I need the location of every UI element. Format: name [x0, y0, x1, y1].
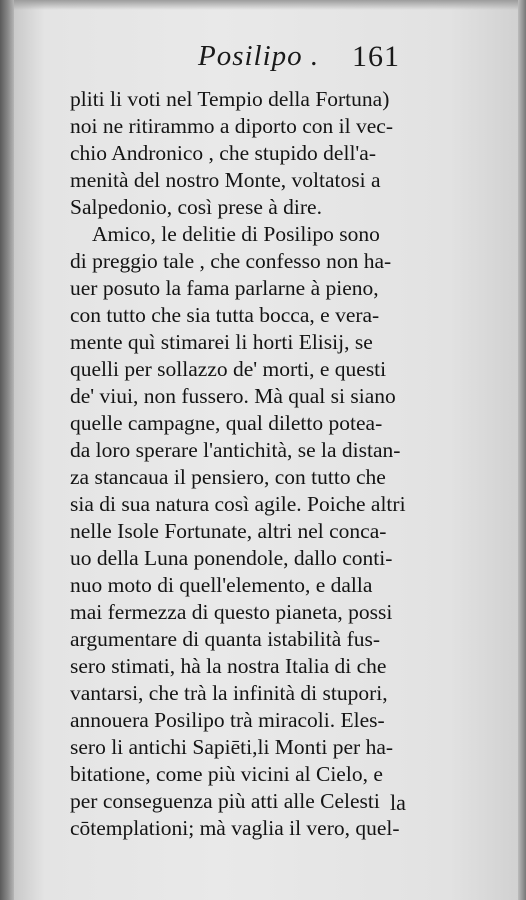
text-line: sero li antichi Sapiēti,li Monti per ha- [70, 735, 394, 759]
text-line: cōtemplationi; mà vaglia il vero, quel- [70, 816, 400, 840]
text-line: Salpedonio, così prese à dire. [70, 195, 322, 219]
text-line: uo della Luna ponendole, dallo conti- [70, 546, 393, 570]
book-gutter [0, 0, 14, 900]
text-line: sero stimati, hà la nostra Italia di che [70, 654, 387, 678]
text-line: de' viui, non fussero. Mà qual si siano [70, 384, 396, 408]
text-line: za stancaua il pensiero, con tutto che [70, 465, 386, 489]
text-line: menità del nostro Monte, voltatosi a [70, 168, 381, 192]
text-line: vantarsi, che trà la infinità di stupori, [70, 681, 388, 705]
text-line: mai fermezza di questo pianeta, possi [70, 600, 393, 624]
page-right-edge [518, 0, 526, 900]
body-text [70, 86, 442, 842]
text-line: con tutto che sia tutta bocca, e vera- [70, 303, 380, 327]
text-line: argumentare di quanta istabilità fus- [70, 627, 381, 651]
text-line: quelli per sollazzo de' morti, e questi [70, 357, 387, 381]
text-line: chio Andronico , che stupido dell'a- [70, 141, 376, 165]
text-line: sia di sua natura così agile. Poiche altri [70, 492, 406, 516]
page-number: 161 [352, 40, 400, 73]
text-line: nuo moto di quell'elemento, e dalla [70, 573, 373, 597]
text-line: uer posuto la fama parlarne à pieno, [70, 276, 379, 300]
text-line: nelle Isole Fortunate, altri nel conca- [70, 519, 387, 543]
text-line: quelle campagne, qual diletto potea- [70, 411, 383, 435]
text-line: noi ne ritirammo a diporto con il vec- [70, 114, 394, 138]
text-line: da loro sperare l'antichità, se la distan- [70, 438, 401, 462]
text-line: mente quì stimarei li horti Elisij, se [70, 330, 373, 354]
text-line: di preggio tale , che confesso non ha- [70, 249, 392, 273]
text-line: Amico, le delitie di Posilipo sono [92, 222, 380, 246]
text-line: pliti li voti nel Tempio della Fortuna) [70, 87, 390, 111]
page-top-shadow [14, 0, 526, 10]
text-line: annouera Posilipo trà miracoli. Eles- [70, 708, 385, 732]
catchword: la [390, 790, 406, 815]
page-header [0, 40, 526, 80]
running-head: Posilipo . [198, 40, 320, 72]
text-line: bitatione, come più vicini al Cielo, e [70, 762, 383, 786]
text-line: per conseguenza più atti alle Celesti [70, 789, 380, 813]
